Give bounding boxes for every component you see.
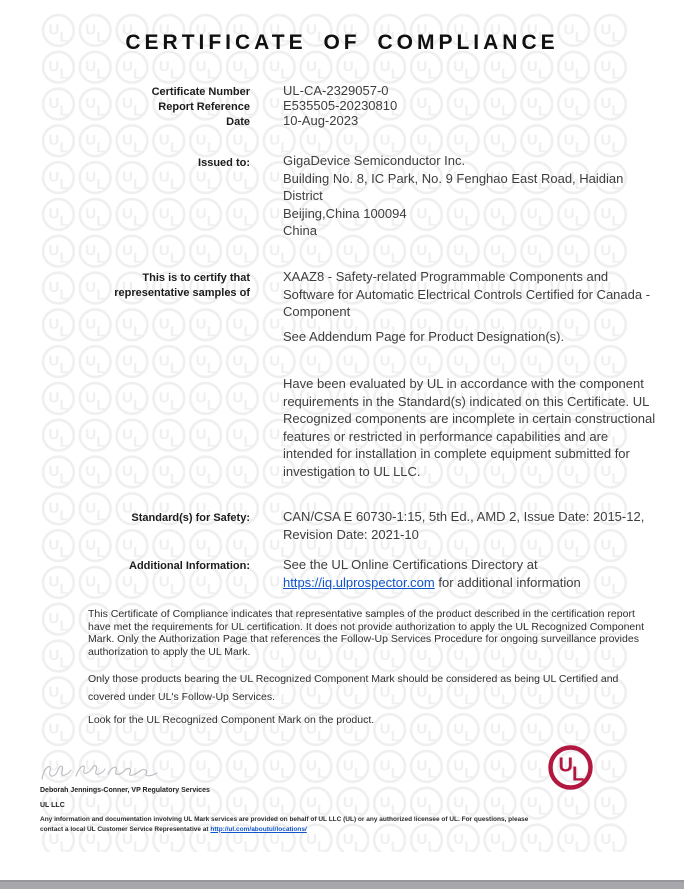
standards-label: Standard(s) for Safety: xyxy=(131,512,250,524)
fine-print xyxy=(40,815,660,834)
fine-print-line2 xyxy=(40,825,660,835)
issued-to-country: China xyxy=(283,223,317,238)
additional-info-line2-suffix: for additional information xyxy=(434,574,581,590)
disclaimer-paragraph-3: Look for the UL Recognized Component Mark on the product. xyxy=(88,714,375,726)
issued-to-address xyxy=(283,152,661,240)
date-label: Date xyxy=(226,116,250,128)
evaluation-paragraph: Have been evaluated by UL in accordance with the component requirements in the Standard(s) indicated on this Certificate. UL Recognized components are incomplete in certain constructional features or restricted in performance capabilities and are intended for installation in complete equipment submitted for investigation to UL LLC. xyxy=(283,376,656,479)
signer-company: UL LLC xyxy=(40,802,65,809)
report-reference-value: E535505-20230810 xyxy=(283,98,398,113)
issued-to-label: Issued to: xyxy=(198,157,250,169)
signature-image xyxy=(36,758,162,788)
ul-logo-letter-l: L xyxy=(572,763,585,786)
additional-info-line1: See the UL Online Certifications Directory at xyxy=(283,557,538,572)
date-value: 10-Aug-2023 xyxy=(283,113,359,128)
ul-logo-letter-u: U xyxy=(558,754,573,777)
fine-print-line1: Any information and documentation involving UL Mark services are provided on behalf of UL LLC (UL) or any authorized licensee of UL. For questions, please xyxy=(40,816,529,823)
additional-info-line2 xyxy=(283,574,661,592)
certificate-number-value: UL-CA-2329057-0 xyxy=(283,83,389,98)
disclaimer-paragraph-1: This Certificate of Compliance indicates that representative samples of the product described in the certification report have met the requirements for UL certification. It does not provide authorization to apply the UL Recognized Component Mark. Only the Authorization Page that references the Follow-Up Services Procedure for ongoing surveillance provides authorization to apply the UL Mark. xyxy=(88,608,645,658)
certify-label-line2: representative samples of xyxy=(114,287,250,299)
certify-value xyxy=(283,268,661,345)
additional-info-label: Additional Information: xyxy=(129,560,250,572)
certificate-number-label: Certificate Number xyxy=(151,86,250,98)
ul-prospector-link[interactable]: https://iq.ulprospector.com xyxy=(283,574,435,590)
page-bottom-edge xyxy=(0,880,684,889)
issued-to-city: Beijing,China 100094 xyxy=(283,205,407,221)
issued-to-street: Building No. 8, IC Park, No. 9 Fenghao East Road, Haidian District xyxy=(283,170,624,203)
addendum-note: See Addendum Page for Product Designation(s). xyxy=(283,328,565,344)
ul-logo-icon xyxy=(547,744,594,791)
additional-info-value xyxy=(283,556,661,591)
ul-locations-link[interactable]: http://ul.com/aboutul/locations/ xyxy=(210,825,307,833)
report-reference-label: Report Reference xyxy=(158,101,250,113)
signer-name: Deborah Jennings-Conner, VP Regulatory Services xyxy=(40,787,210,794)
certify-label-line1: This is to certify that xyxy=(142,272,250,284)
standards-value: CAN/CSA E 60730-1:15, 5th Ed., AMD 2, Issue Date: 2015-12, Revision Date: 2021-10 xyxy=(283,509,645,542)
product-description: XAAZ8 - Safety-related Programmable Components and Software for Automatic Electrical Controls Certified for Canada - Component xyxy=(283,269,651,319)
disclaimer-paragraph-2: Only those products bearing the UL Recognized Component Mark should be considered as being UL Certified and covered under UL's Follow-Up Services. xyxy=(88,673,619,703)
fine-print-line2-prefix: contact a local UL Customer Service Representative at xyxy=(40,825,211,833)
certificate-title: CERTIFICATE OF COMPLIANCE xyxy=(125,31,559,54)
issued-to-company: GigaDevice Semiconductor Inc. xyxy=(283,153,466,168)
